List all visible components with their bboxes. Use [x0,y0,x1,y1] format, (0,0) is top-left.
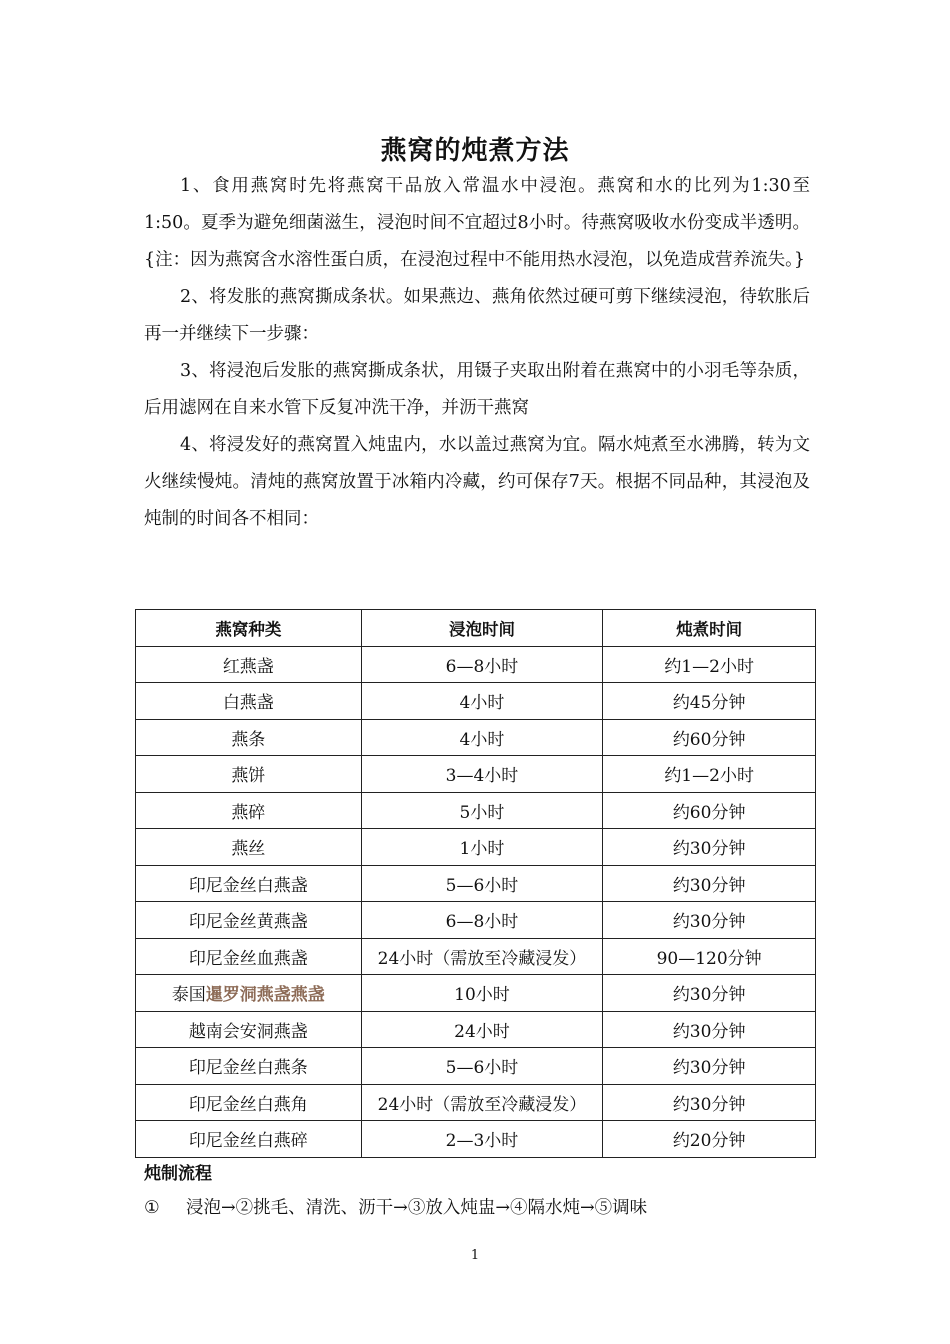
cell-type: 白燕盏 [136,683,362,720]
cell-stew-time: 约60分钟 [603,719,816,756]
paragraph-4: 4、将浸发好的燕窝置入炖盅内，水以盖过燕窝为宜。隔水炖煮至水沸腾，转为文火继续慢炖。清炖的燕窝放置于冰箱内冷藏，约可保存7天。根据不同品种，其浸泡及炖制的时间各不相同： [144,435,810,529]
cell-soak-time: 5—6小时 [361,1048,603,1085]
header-soak-time: 浸泡时间 [361,610,603,647]
cell-type: 红燕盏 [136,646,362,683]
cell-soak-time: 4小时 [361,719,603,756]
cell-type: 印尼金丝白燕角 [136,1084,362,1121]
cell-soak-time: 1小时 [361,829,603,866]
cell-soak-time: 6—8小时 [361,646,603,683]
cell-soak-time: 5小时 [361,792,603,829]
document-body [144,168,810,538]
cell-soak-time: 5—6小时 [361,865,603,902]
cell-type: 印尼金丝血燕盏 [136,938,362,975]
cell-soak-time: 24小时（需放至冷藏浸发） [361,1084,603,1121]
cell-stew-time: 约20分钟 [603,1121,816,1158]
table-row [136,902,816,939]
cell-soak-time: 6—8小时 [361,902,603,939]
table-header-row [136,610,816,647]
cell-soak-time: 4小时 [361,683,603,720]
table-row [136,756,816,793]
table-row [136,1048,816,1085]
cell-type: 越南会安洞燕盏 [136,1011,362,1048]
cell-type-prefix: 泰国 [171,985,206,1006]
cell-type: 印尼金丝白燕碎 [136,1121,362,1158]
table-row [136,792,816,829]
header-stew-time: 炖煮时间 [603,610,816,647]
table-row [136,719,816,756]
cell-stew-time: 约30分钟 [603,829,816,866]
cell-soak-time: 2—3小时 [361,1121,603,1158]
table-row [136,683,816,720]
cell-type [136,975,362,1012]
stewing-time-table [135,609,816,1158]
cell-soak-time: 24小时 [361,1011,603,1048]
cell-stew-time: 90—120分钟 [603,938,816,975]
document-title: 燕窝的炖煮方法 [380,136,570,166]
cell-type-highlight: 暹罗洞燕盏燕盏 [205,985,325,1006]
cell-stew-time: 约30分钟 [603,865,816,902]
page-number: 1 [470,1248,480,1263]
cell-soak-time: 24小时（需放至冷藏浸发） [361,938,603,975]
cell-stew-time: 约60分钟 [603,792,816,829]
cell-stew-time: 约30分钟 [603,1084,816,1121]
cell-soak-time: 10小时 [361,975,603,1012]
table-row [136,829,816,866]
cell-stew-time: 约1—2小时 [603,756,816,793]
process-steps [144,1194,647,1219]
process-step-text: 浸泡→②挑毛、清洗、沥干→③放入炖盅→④隔水炖→⑤调味 [186,1198,648,1218]
cell-type: 印尼金丝白燕条 [136,1048,362,1085]
cell-type: 燕丝 [136,829,362,866]
table-row [136,865,816,902]
table-row [136,646,816,683]
cell-type: 燕碎 [136,792,362,829]
table-row [136,975,816,1012]
table-row [136,1084,816,1121]
paragraph-2: 2、将发胀的燕窝撕成条状。如果燕边、燕角依然过硬可剪下继续浸泡，待软胀后再一并继续下一步骤： [144,287,810,344]
process-step-number: ① [144,1198,160,1218]
header-type: 燕窝种类 [136,610,362,647]
table-row [136,1121,816,1158]
paragraph-3: 3、将浸泡后发胀的燕窝撕成条状，用镊子夹取出附着在燕窝中的小羽毛等杂质，后用滤网在自来水管下反复冲洗干净，并沥干燕窝 [144,361,810,418]
cell-type: 印尼金丝黄燕盏 [136,902,362,939]
paragraph-1: 1、食用燕窝时先将燕窝干品放入常温水中浸泡。燕窝和水的比列为1:30至1:50。夏季为避免细菌滋生，浸泡时间不宜超过8小时。待燕窝吸收水份变成半透明。{注：因为燕窝含水溶性蛋白质，在浸泡过程中不能用热水浸泡，以免造成营养流失。} [144,176,810,270]
table-row [136,1011,816,1048]
cell-stew-time: 约30分钟 [603,902,816,939]
cell-soak-time: 3—4小时 [361,756,603,793]
cell-type: 燕条 [136,719,362,756]
cell-stew-time: 约1—2小时 [603,646,816,683]
cell-stew-time: 约30分钟 [603,975,816,1012]
cell-type: 燕饼 [136,756,362,793]
cell-stew-time: 约45分钟 [603,683,816,720]
table-row [136,938,816,975]
process-heading: 炖制流程 [144,1164,212,1184]
cell-stew-time: 约30分钟 [603,1011,816,1048]
cell-stew-time: 约30分钟 [603,1048,816,1085]
cell-type: 印尼金丝白燕盏 [136,865,362,902]
